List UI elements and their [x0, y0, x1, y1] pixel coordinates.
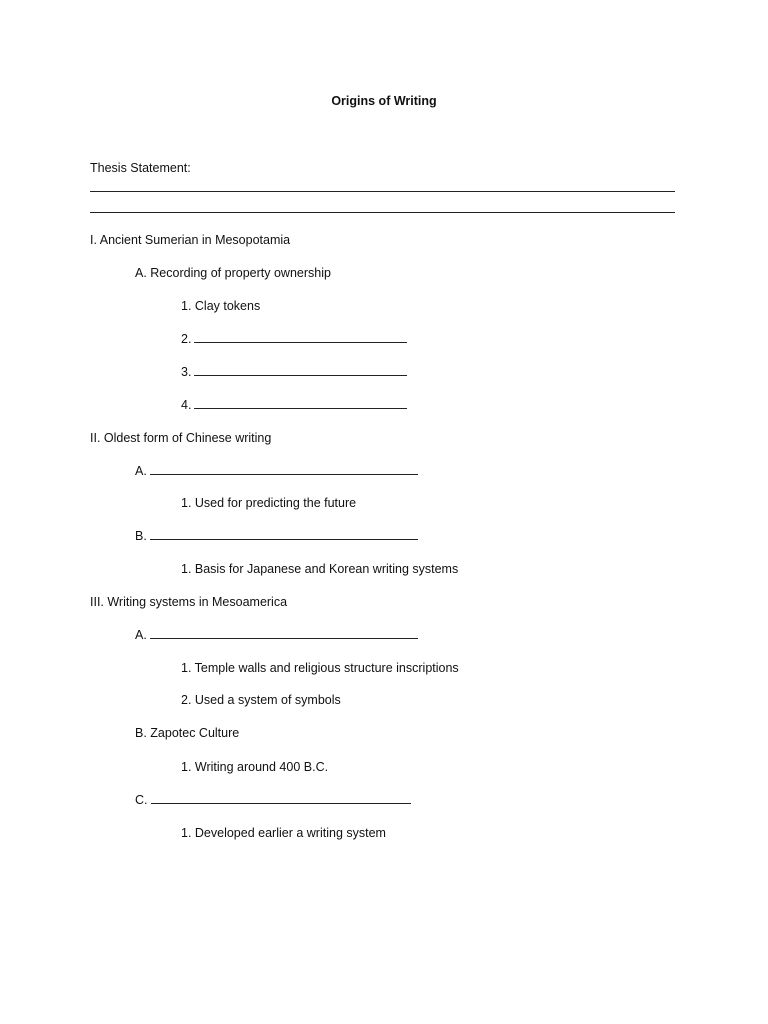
outline-item-1a3	[181, 364, 407, 380]
section-heading-3: III. Writing systems in Mesoamerica	[90, 595, 288, 609]
outline-item-1a1: 1. Clay tokens	[181, 299, 261, 313]
thesis-label: Thesis Statement:	[90, 161, 191, 175]
outline-item-2b	[135, 528, 418, 544]
outline-item-2a	[135, 463, 418, 479]
outline-item-3c	[135, 792, 411, 808]
fill-in-blank[interactable]	[150, 627, 418, 639]
outline-item-3b1: 1. Writing around 400 B.C.	[181, 760, 329, 774]
outline-item-2b1: 1. Basis for Japanese and Korean writing systems	[181, 562, 459, 576]
fill-in-blank[interactable]	[151, 792, 411, 804]
thesis-blank-line-1[interactable]	[90, 191, 675, 192]
outline-item-3b: B. Zapotec Culture	[135, 726, 240, 740]
outline-item-label: B.	[135, 529, 147, 543]
fill-in-blank[interactable]	[150, 528, 418, 540]
section-heading-2: II. Oldest form of Chinese writing	[90, 431, 272, 445]
fill-in-blank[interactable]	[150, 463, 418, 475]
outline-item-3a	[135, 627, 418, 643]
outline-item-label: 3.	[181, 365, 192, 379]
outline-item-3c1: 1. Developed earlier a writing system	[181, 826, 386, 840]
outline-item-label: 2.	[181, 332, 192, 346]
page-title: Origins of Writing	[331, 94, 437, 108]
outline-item-1a4	[181, 397, 407, 413]
outline-item-label: A.	[135, 628, 147, 642]
outline-item-2a1: 1. Used for predicting the future	[181, 496, 357, 510]
outline-item-label: 4.	[181, 398, 192, 412]
outline-item-1a2	[181, 331, 407, 347]
outline-item-label: A.	[135, 464, 147, 478]
section-heading-1: I. Ancient Sumerian in Mesopotamia	[90, 233, 291, 247]
fill-in-blank[interactable]	[194, 364, 407, 376]
thesis-blank-line-2[interactable]	[90, 212, 675, 213]
outline-item-1a: A. Recording of property ownership	[135, 266, 331, 280]
fill-in-blank[interactable]	[194, 397, 407, 409]
outline-item-3a1: 1. Temple walls and religious structure inscriptions	[181, 661, 459, 675]
outline-item-3a2: 2. Used a system of symbols	[181, 693, 341, 707]
outline-item-label: C.	[135, 793, 148, 807]
fill-in-blank[interactable]	[194, 331, 407, 343]
